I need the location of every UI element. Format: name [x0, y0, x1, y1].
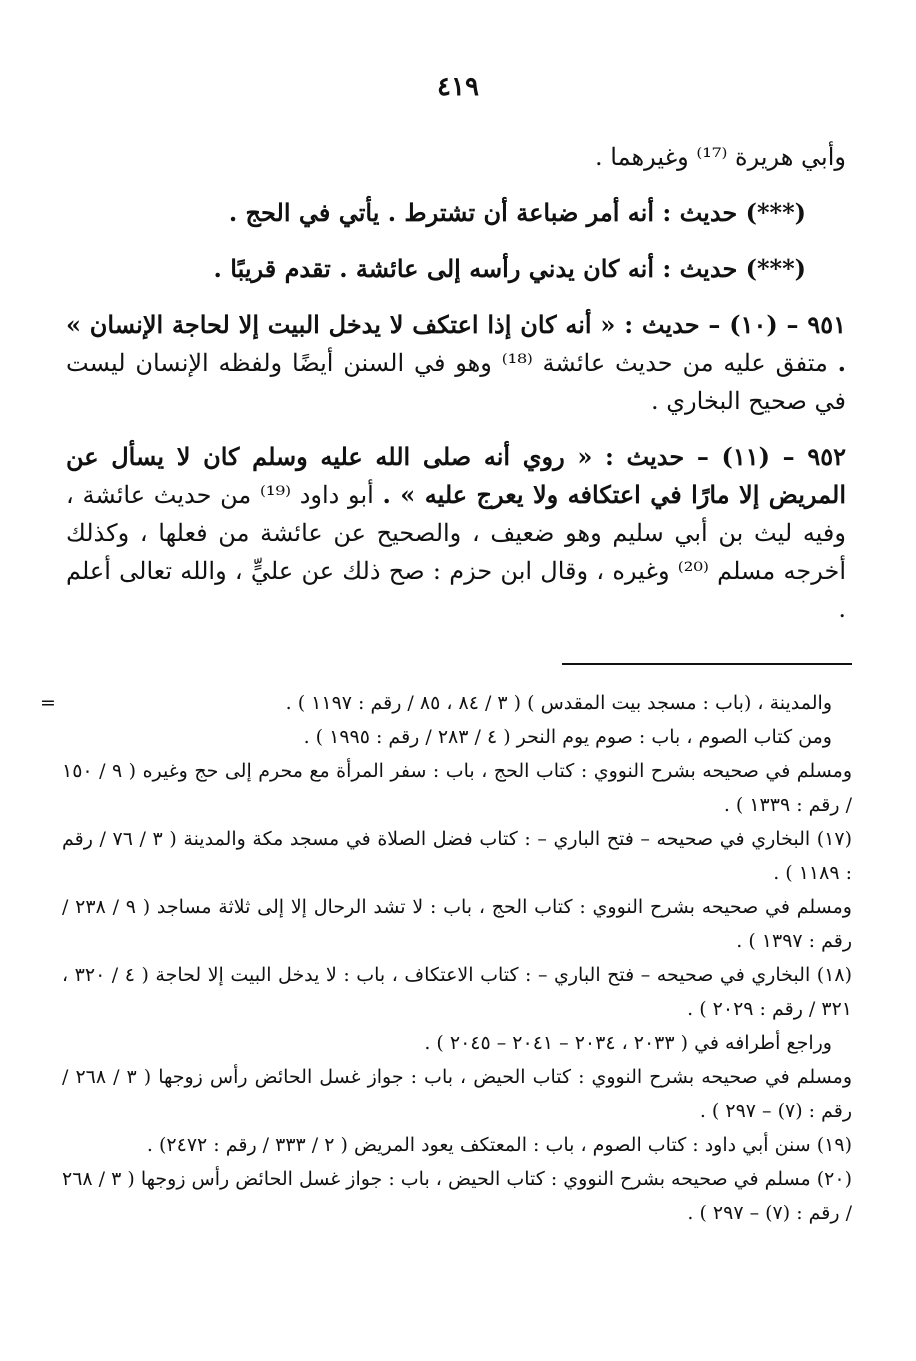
footnote-19: (١٩) سنن أبي داود : كتاب الصوم ، باب : المعتكف يعود المريض ( ٢ / ٣٣٣ / رقم : ٢٤٧٢) .: [146, 1134, 852, 1156]
footnote-20: (٢٠) مسلم في صحيحه بشرح النووي : كتاب الحيض ، باب : جواز غسل الحائض رأس زوجها ( ٣ / ٢٦٨ / رقم : (٧) – ٢٩٧ ) .: [62, 1168, 852, 1224]
footnote-continued-b: ومن كتاب الصوم ، باب : صوم يوم النحر ( ٤ / ٢٨٣ / رقم : ١٩٩٥ ) .: [303, 726, 832, 748]
footnote-divider: [562, 663, 852, 665]
cross-reference-1: (***) حديث : أنه أمر ضباعة أن تشترط . يأتي في الحج .: [228, 198, 806, 227]
footnote-continued-c: ومسلم في صحيحه بشرح النووي : كتاب الحج ، باب : سفر المرأة مع محرم إلى حج وغيره ( ٩ / ١٥٠ / رقم : ١٣٣٩ ) .: [62, 760, 852, 816]
hadith-951: [66, 306, 846, 420]
hadith-951-heading: ٩٥١ – (١٠) – حديث : « أنه كان إذا اعتكف لا يدخل البيت إلا لحاجة الإنسان » .: [66, 310, 846, 377]
footnote-17b: ومسلم في صحيحه بشرح النووي : كتاب الحج ، باب : لا تشد الرحال إلا إلى ثلاثة مساجد ( ٩ / ٢٣٨ / رقم : ١٣٩٧ ) .: [62, 896, 852, 952]
main-text: [66, 138, 846, 628]
page-number: ٤١٩: [437, 72, 479, 102]
footnote-continued-a: والمدينة ، (باب : مسجد بيت المقدس ) ( ٣ / ٨٤ ، ٨٥ / رقم : ١١٩٧ ) .: [285, 692, 832, 714]
hadith-952: [66, 438, 846, 628]
footnote-18b: وراجع أطرافه في ( ٢٠٣٣ ، ٢٠٣٤ – ٢٠٤١ – ٢٠٤٥ ) .: [424, 1032, 832, 1054]
paragraph-continuation: وأبي هريرة ⁽¹⁷⁾ وغيرهما .: [595, 143, 846, 171]
continuation-mark: =: [40, 692, 56, 714]
hadith-952-commentary: أبو داود ⁽¹⁹⁾ من حديث عائشة ، وفيه ليث بن أبي سليم وهو ضعيف ، والصحيح عن عائشة من فعلها ، وكذلك أخرجه مسلم ⁽²⁰⁾ وغيره ، وقال ابن حزم : صح ذلك عن عليٍّ ، والله تعالى أعلم .: [66, 481, 846, 623]
footnote-18c: ومسلم في صحيحه بشرح النووي : كتاب الحيض ، باب : جواز غسل الحائض رأس زوجها ( ٣ / ٢٦٨ / رقم : (٧) – ٢٩٧ ) .: [62, 1066, 852, 1122]
footnote-17a: (١٧) البخاري في صحيحه – فتح الباري – : كتاب فضل الصلاة في مسجد مكة والمدينة ( ٣ / ٧٦ / رقم : ١١٨٩ ) .: [62, 828, 852, 884]
hadith-951-commentary: متفق عليه من حديث عائشة ⁽¹⁸⁾ وهو في السنن أيضًا ولفظه الإنسان ليست في صحيح البخاري .: [66, 349, 846, 415]
footnotes: [62, 686, 852, 1230]
cross-reference-2: (***) حديث : أنه كان يدني رأسه إلى عائشة . تقدم قريبًا .: [213, 254, 806, 283]
hadith-952-heading: ٩٥٢ – (١١) – حديث : « روي أنه صلى الله عليه وسلم كان لا يسأل عن المريض إلا مارًا في اعتكافه ولا يعرج عليه » .: [66, 442, 846, 509]
footnote-18a: (١٨) البخاري في صحيحه – فتح الباري – : كتاب الاعتكاف ، باب : لا يدخل البيت إلا لحاجة ( ٤ / ٣٢٠ ، ٣٢١ / رقم : ٢٠٢٩ ) .: [62, 964, 852, 1020]
